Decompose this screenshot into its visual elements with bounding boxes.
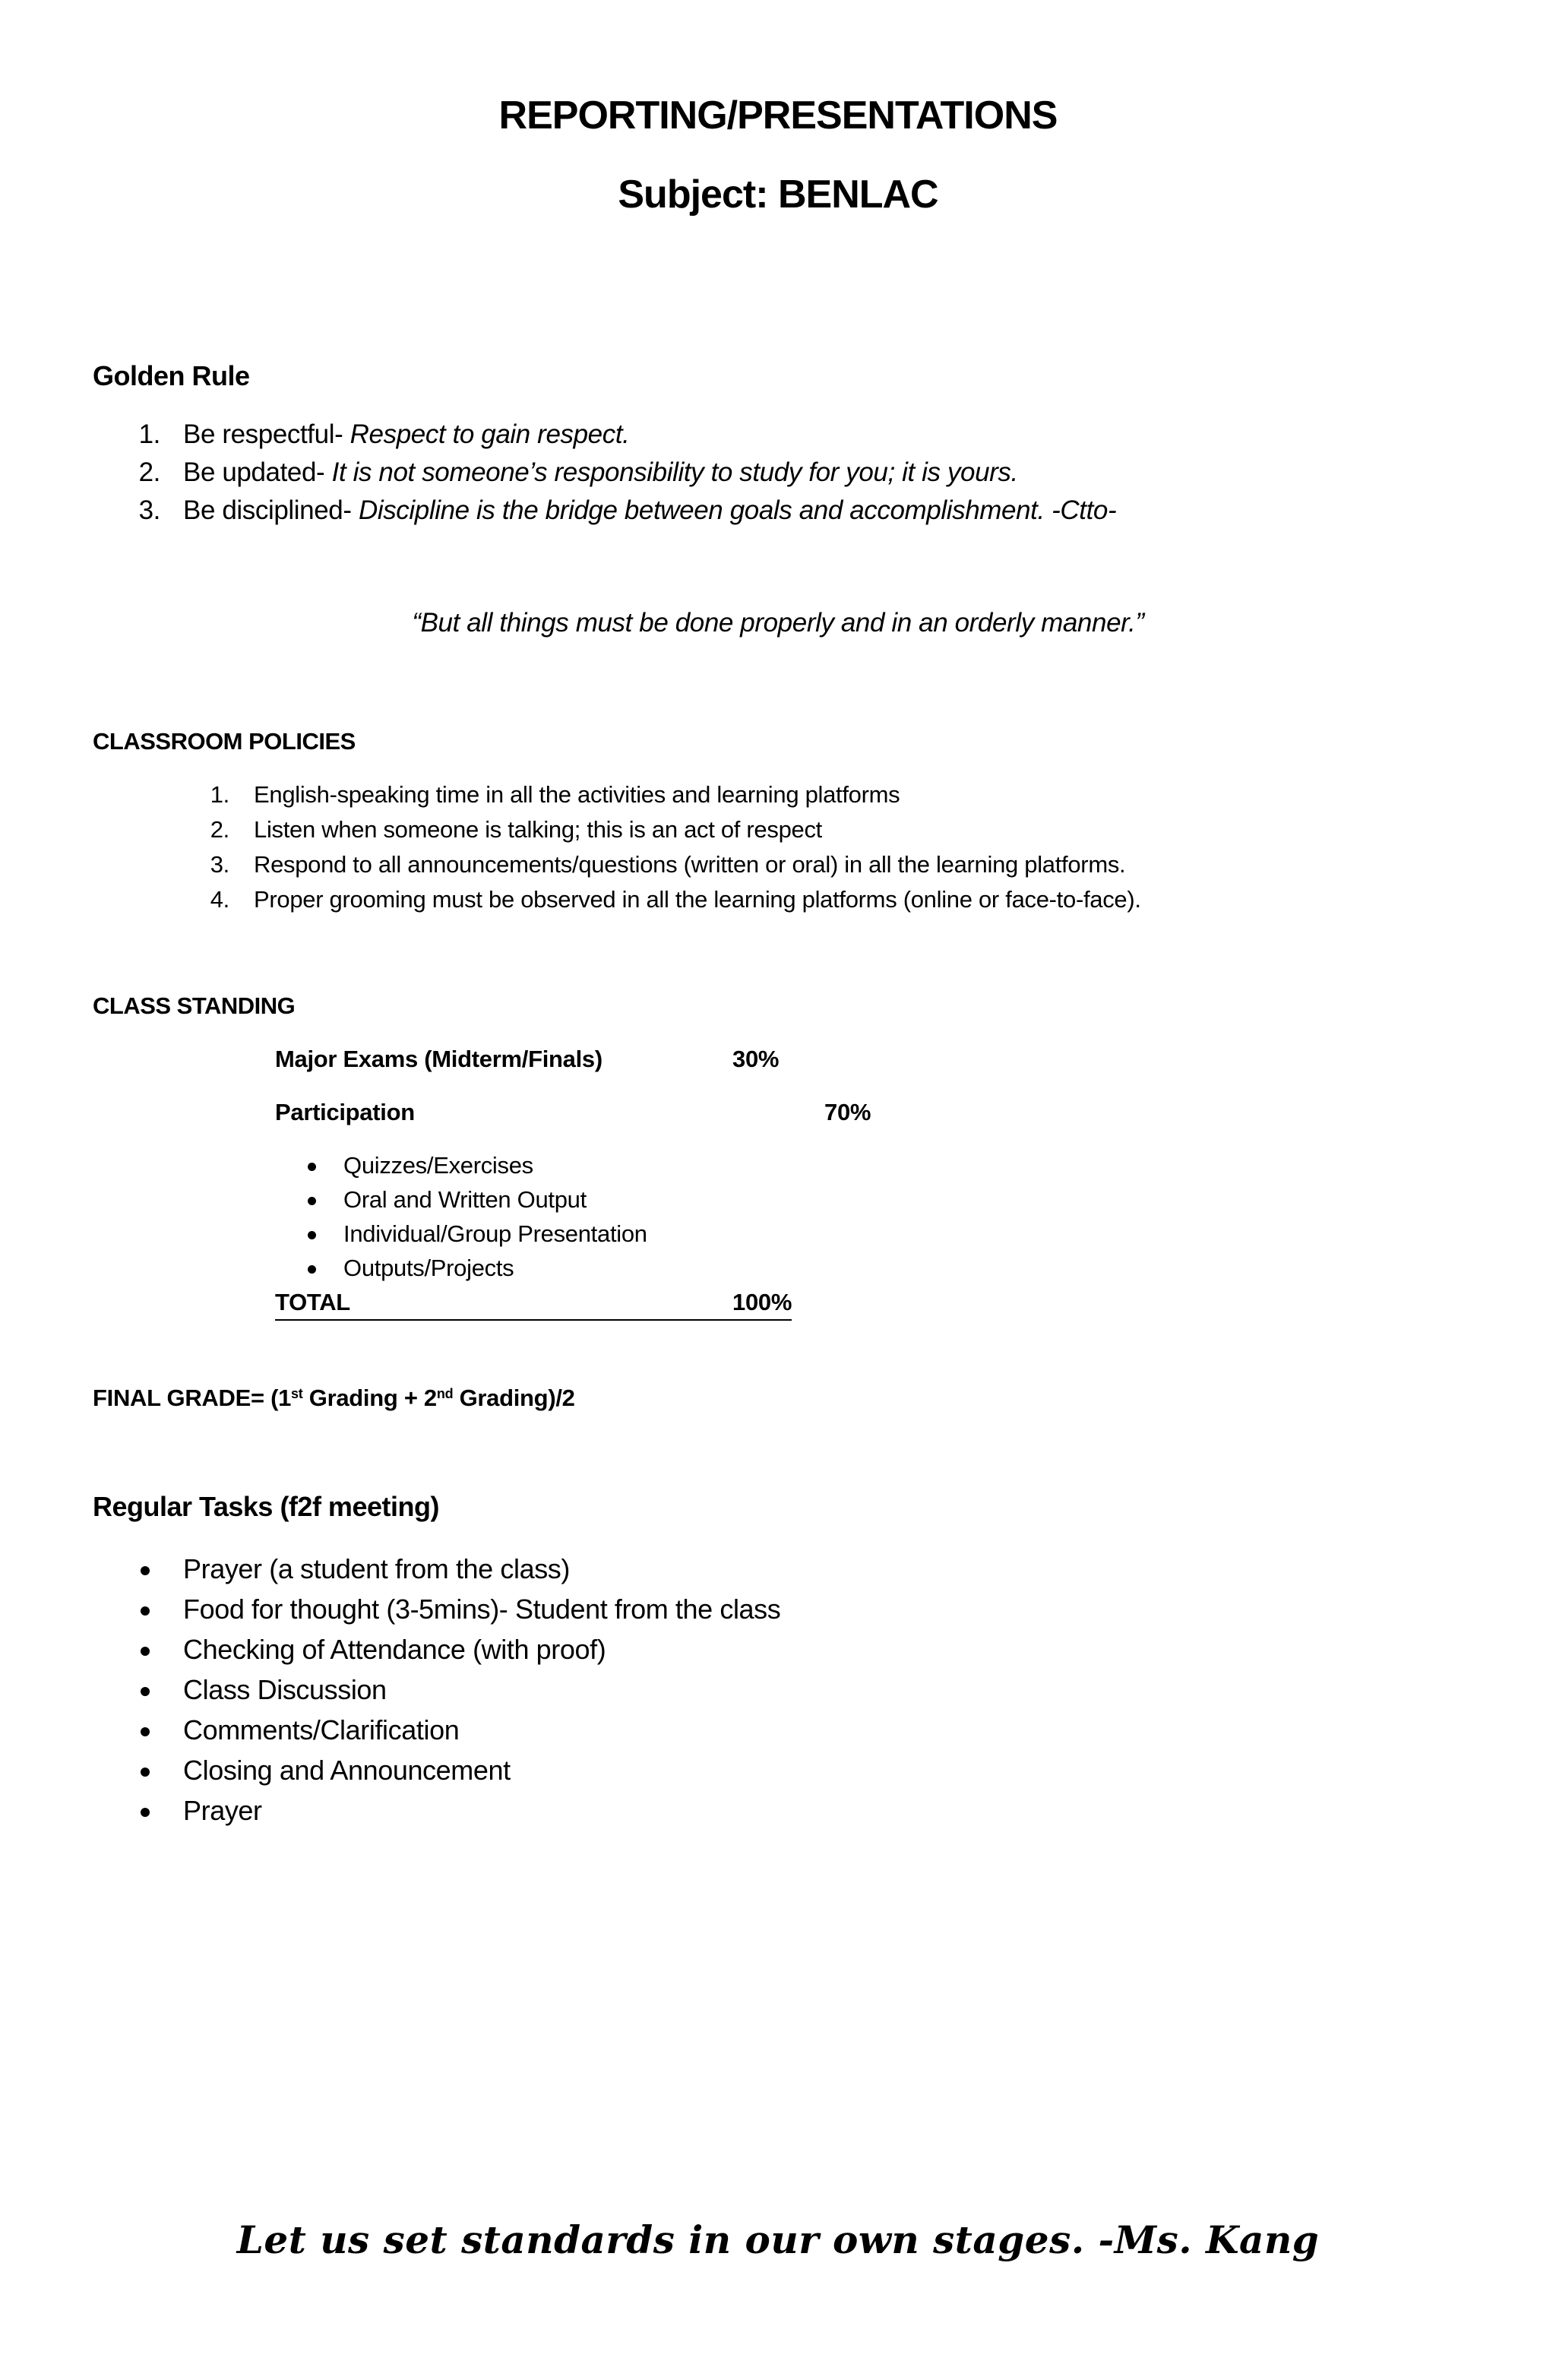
policy-text: Respond to all announcements/questions (written or oral) in all the learning platforms. bbox=[254, 851, 1126, 878]
policy-item bbox=[210, 781, 900, 809]
bullet-icon bbox=[308, 1265, 316, 1274]
total-label: TOTAL bbox=[275, 1289, 350, 1315]
bullet-icon bbox=[141, 1606, 150, 1616]
closing-quote: Let us set standards in our own stages. -Ms. Kang bbox=[236, 2217, 1320, 2262]
policy-text: Listen when someone is talking; this is an act of respect bbox=[254, 816, 822, 843]
participation-item-text: Individual/Group Presentation bbox=[343, 1220, 647, 1247]
golden-rule-heading: Golden Rule bbox=[93, 360, 250, 391]
participation-item-text: Outputs/Projects bbox=[343, 1255, 514, 1281]
classroom-policies-heading: CLASSROOM POLICIES bbox=[93, 728, 356, 755]
golden-rule-item bbox=[138, 419, 630, 450]
participation-value: 70% bbox=[824, 1099, 871, 1125]
task-text: Comments/Clarification bbox=[183, 1714, 460, 1745]
major-exams-value: 30% bbox=[732, 1046, 780, 1072]
ordinal-suffix: nd bbox=[436, 1386, 454, 1401]
policy-item bbox=[210, 851, 1126, 878]
bullet-icon bbox=[308, 1197, 316, 1205]
task-item bbox=[183, 1674, 387, 1706]
participation-label: Participation bbox=[275, 1099, 415, 1125]
golden-rule-item bbox=[138, 495, 1117, 526]
total-underline bbox=[275, 1292, 792, 1321]
list-number: 2. bbox=[138, 457, 160, 487]
policy-item bbox=[210, 816, 822, 843]
subject-title: Subject: BENLAC bbox=[618, 172, 938, 217]
rule-lead: Be respectful- bbox=[183, 419, 350, 449]
list-number: 3. bbox=[138, 495, 160, 525]
golden-rule-item bbox=[138, 457, 1018, 488]
policy-text: Proper grooming must be observed in all the learning platforms (online or face-to-face). bbox=[254, 886, 1141, 913]
task-item bbox=[183, 1634, 606, 1666]
final-grade-formula bbox=[93, 1385, 575, 1412]
final-grade-suffix: Grading)/2 bbox=[453, 1385, 575, 1411]
final-grade-mid: Grading + 2 bbox=[302, 1385, 437, 1411]
task-text: Class Discussion bbox=[183, 1674, 387, 1705]
task-item bbox=[183, 1553, 570, 1585]
class-standing-heading: CLASS STANDING bbox=[93, 992, 296, 1019]
task-text: Prayer bbox=[183, 1795, 262, 1826]
policy-item bbox=[210, 886, 1141, 913]
quote: “But all things must be done properly and in an orderly manner.” bbox=[412, 608, 1144, 638]
task-item bbox=[183, 1714, 459, 1746]
bullet-icon bbox=[141, 1647, 150, 1656]
bullet-icon bbox=[308, 1231, 316, 1239]
list-number: 3. bbox=[210, 851, 229, 878]
regular-tasks-heading: Regular Tasks (f2f meeting) bbox=[93, 1491, 439, 1522]
rule-text: Discipline is the bridge between goals and accomplishment. -Ctto- bbox=[358, 495, 1117, 525]
bullet-icon bbox=[141, 1727, 150, 1736]
bullet-icon bbox=[141, 1808, 150, 1817]
participation-item bbox=[343, 1255, 514, 1282]
list-number: 4. bbox=[210, 886, 229, 913]
participation-item bbox=[343, 1152, 533, 1179]
policy-text: English-speaking time in all the activities and learning platforms bbox=[254, 781, 900, 808]
task-text: Closing and Announcement bbox=[183, 1755, 511, 1786]
bullet-icon bbox=[308, 1163, 316, 1171]
task-item bbox=[183, 1755, 511, 1787]
list-number: 1. bbox=[138, 419, 160, 449]
total-value: 100% bbox=[732, 1289, 792, 1315]
bullet-icon bbox=[141, 1768, 150, 1777]
list-number: 1. bbox=[210, 781, 229, 808]
rule-lead: Be updated- bbox=[183, 457, 332, 487]
participation-item-text: Quizzes/Exercises bbox=[343, 1152, 533, 1179]
task-text: Checking of Attendance (with proof) bbox=[183, 1634, 606, 1665]
rule-text: It is not someone’s responsibility to study for you; it is yours. bbox=[331, 457, 1018, 487]
participation-item-text: Oral and Written Output bbox=[343, 1186, 587, 1213]
rule-lead: Be disciplined- bbox=[183, 495, 359, 525]
task-item bbox=[183, 1594, 780, 1625]
participation-item bbox=[343, 1220, 647, 1248]
list-number: 2. bbox=[210, 816, 229, 843]
task-text: Food for thought (3-5mins)- Student from the class bbox=[183, 1594, 781, 1625]
participation-item bbox=[343, 1186, 587, 1214]
ordinal-suffix: st bbox=[291, 1386, 303, 1401]
final-grade-prefix: FINAL GRADE= (1 bbox=[93, 1385, 292, 1411]
bullet-icon bbox=[141, 1687, 150, 1696]
task-text: Prayer (a student from the class) bbox=[183, 1553, 570, 1584]
bullet-icon bbox=[141, 1566, 150, 1575]
major-exams-label: Major Exams (Midterm/Finals) bbox=[275, 1046, 602, 1072]
rule-text: Respect to gain respect. bbox=[349, 419, 630, 449]
task-item bbox=[183, 1795, 262, 1827]
document-title: REPORTING/PRESENTATIONS bbox=[498, 93, 1058, 138]
